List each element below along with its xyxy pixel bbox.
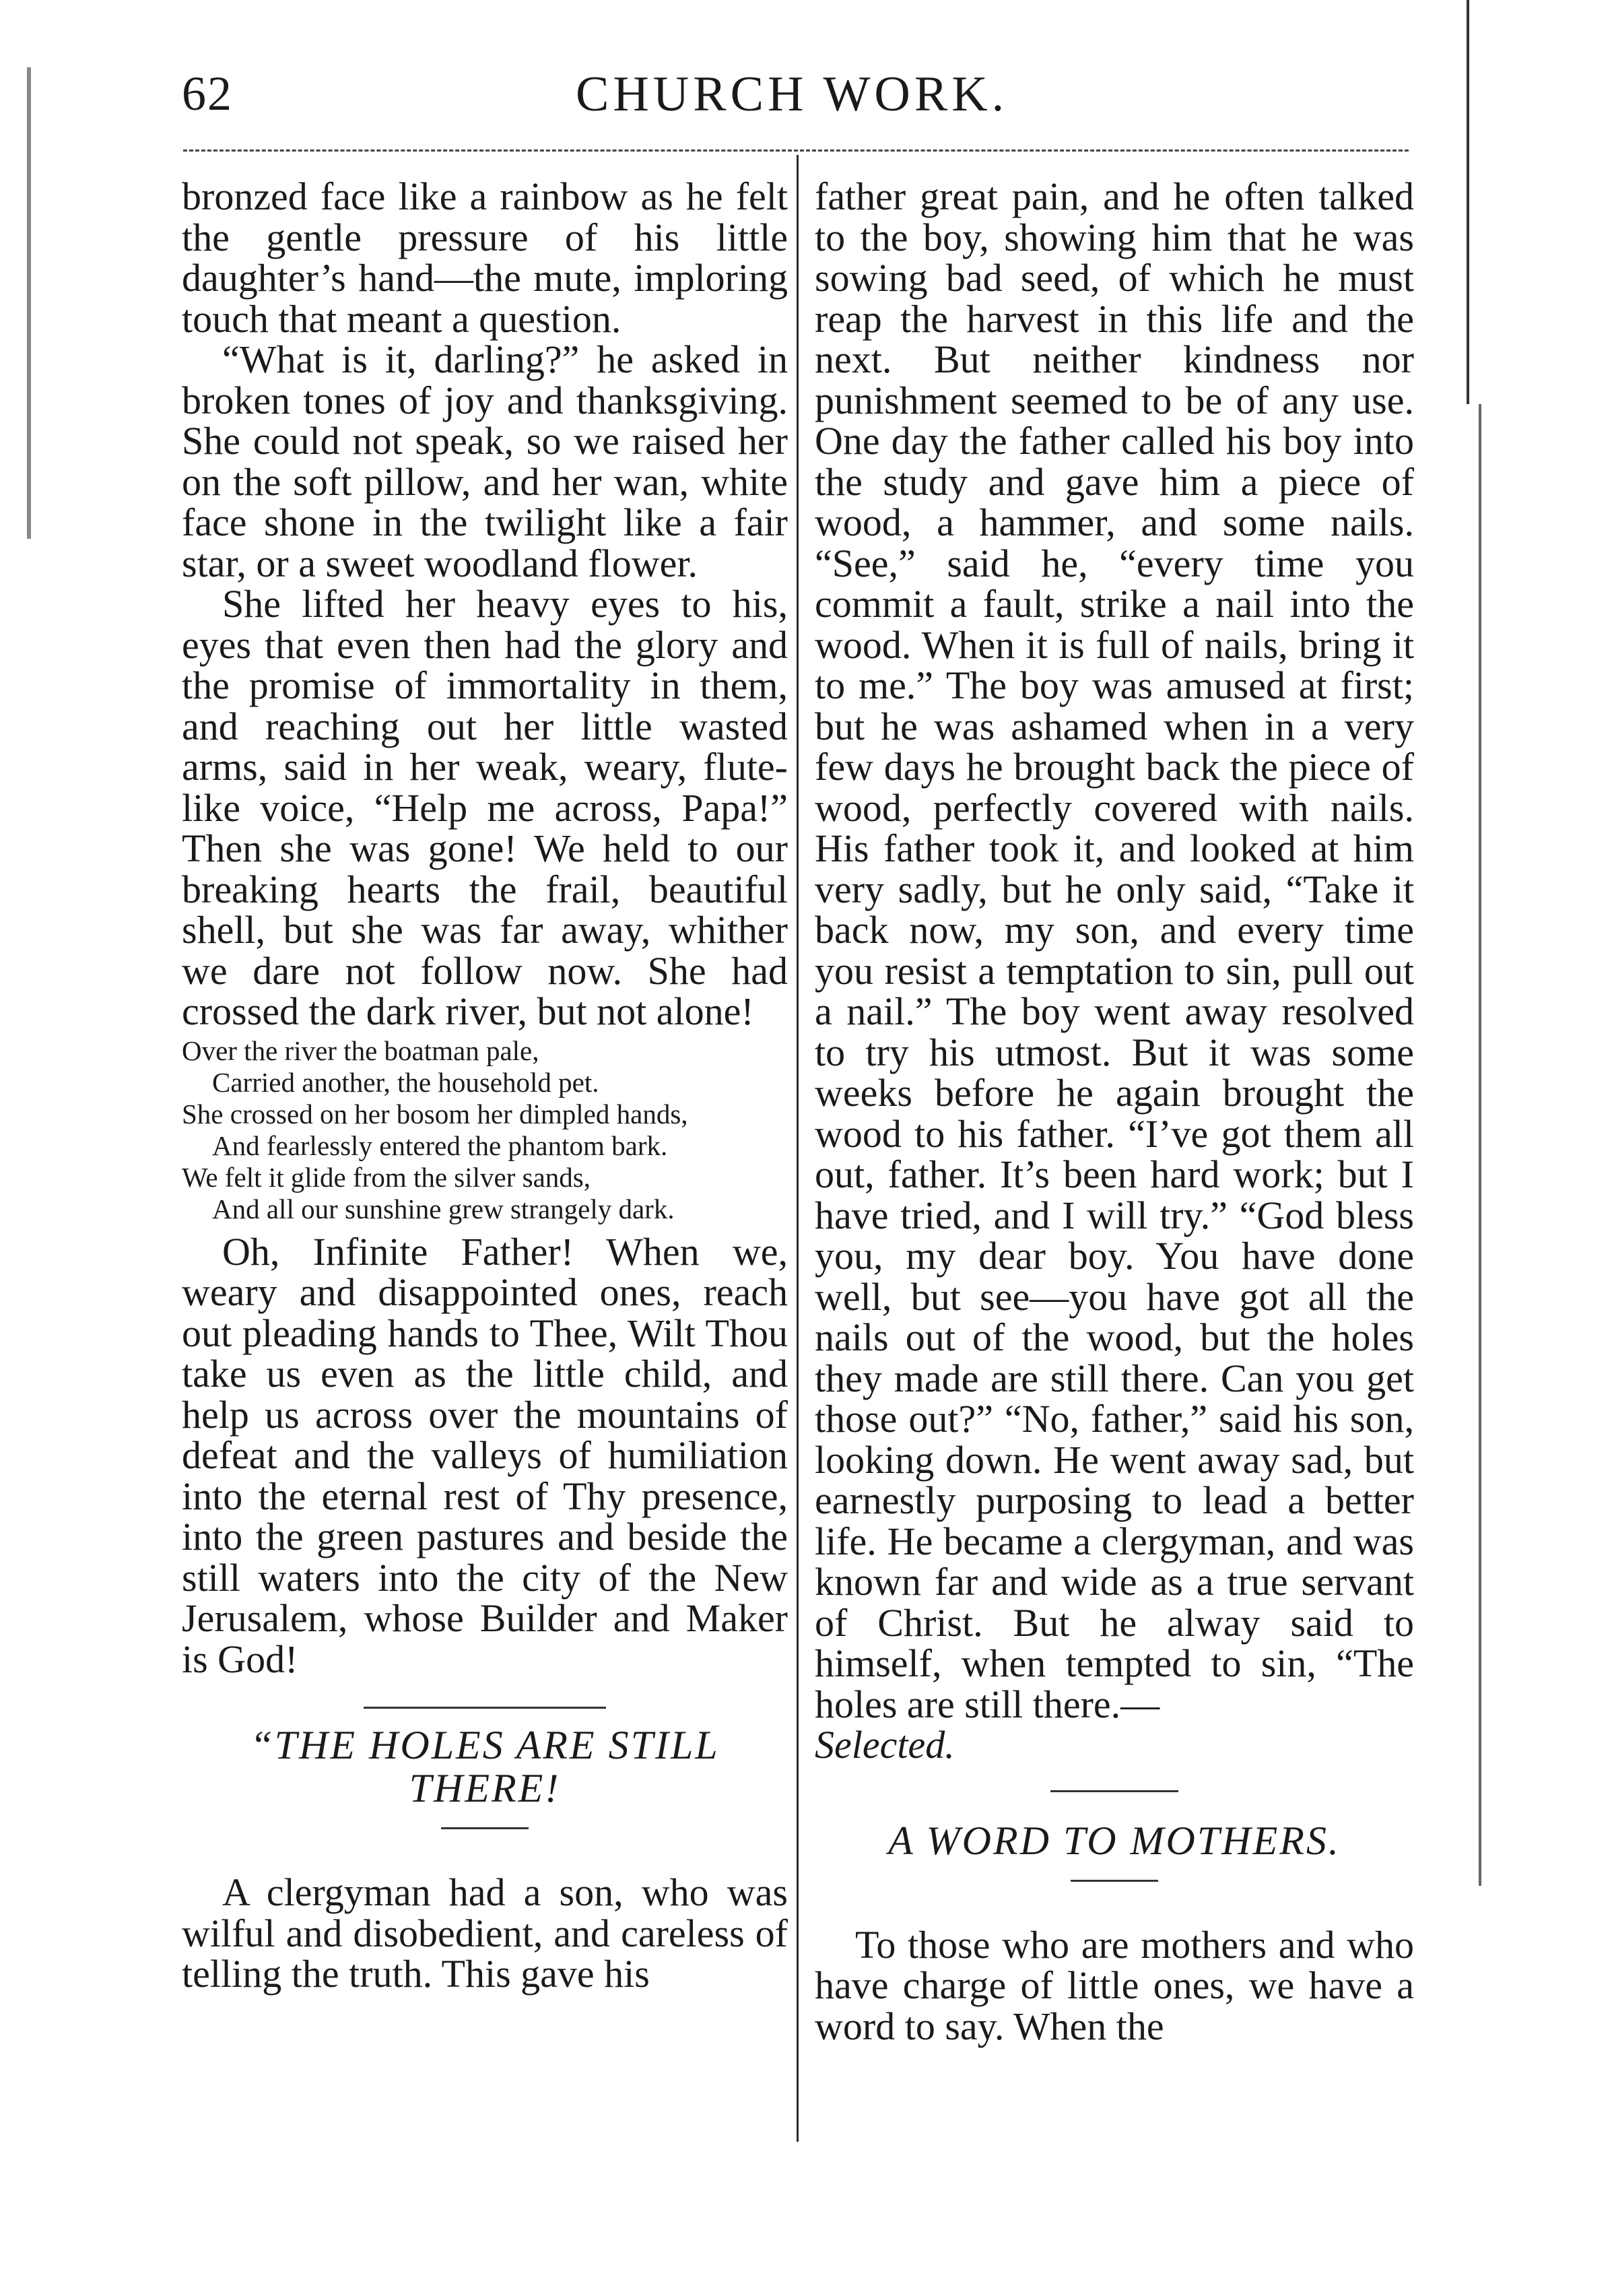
poem-line: And fearlessly entered the phantom bark. xyxy=(212,1129,668,1161)
paragraph: To those who are mothers and who have charge of little ones, we have a word to say. When the xyxy=(815,1922,1414,2048)
right-column xyxy=(815,176,1414,2047)
paragraph: Oh, Infinite Father! When we, weary and disappointed ones, reach out pleading hands to Thee, Wilt Thou take us even as the little child, and help us across over the mountains of defeat and the valleys of humiliation into the eternal rest of Thy presence, into the green pastures and beside the still waters into the city of the New Jerusalem, whose Builder and Maker is God! xyxy=(182,1229,788,1681)
poem-stanza xyxy=(182,1035,788,1225)
binding-edge-mark xyxy=(1467,0,1469,404)
poem-line: She crossed on her bosom her dimpled hands, xyxy=(182,1098,688,1129)
binding-edge-mark xyxy=(1479,404,1481,1886)
running-head: CHURCH WORK. xyxy=(576,67,1009,122)
paragraph: father great pain, and he often talked to the boy, showing him that he was sowing bad seed, of which he must reap the harvest in this life and the next. But neither kindness nor punishment seemed to be of any use. One day the father called his boy into the study and gave him a piece of wood, a hammer, and some nails. “See,” said he, “every time you commit a fault, strike a nail into the wood. When it is full of nails, bring it to me.” The boy was amused at first; but he was ashamed when in a very few days he brought back the piece of wood, perfectly covered with nails. His father took it, and looked at him very sadly, but he only said, “Take it back now, my son, and every time you resist a temptation to sin, pull out a nail.” The boy went away resolved to try his utmost. But it was some weeks before he again brought the wood to his father. “I’ve got them all out, father. It’s been hard work; but I have tried, and I will try.” “God bless you, my dear boy. You have done well, but see—you have got all the nails out of the wood, but the holes they made are still there. Can you get those out?” “No, father,” said his son, looking down. He went away sad, but earnestly purposing to lead a better life. He became a clergyman, and was known far and wide as a true servant of Christ. But he alway said to himself, when tempted to sin, “The holes are still there.— xyxy=(815,174,1414,1726)
poem-line: We felt it glide from the silver sands, xyxy=(182,1161,591,1193)
header-rule xyxy=(183,150,1409,152)
section-heading: A WORD TO MOTHERS. xyxy=(888,1818,1341,1863)
left-edge-mark xyxy=(27,67,31,539)
paragraph: “What is it, darling?” he asked in broken tones of joy and thanksgiving. She could not speak, so we raised her on the soft pillow, and her wan, white face shone in the twilight like a fair star, or a sweet woodland flower. xyxy=(182,337,788,585)
section-rule xyxy=(364,1707,606,1709)
paragraph: A clergyman had a son, who was wilful and disobedient, and careless of telling the truth. This gave his xyxy=(182,1870,788,1996)
poem-line: Over the river the boatman pale, xyxy=(182,1035,539,1066)
column-divider xyxy=(797,155,799,2142)
paragraph: She lifted her heavy eyes to his, eyes that even then had the glory and the promise of immortality in them, and reaching out her little wasted arms, said in her weak, weary, flute-like voice, “Help me across, Papa!” Then she was gone! We held to our breaking hearts the frail, beautiful shell, but she was far away, whither we dare not follow now. She had crossed the dark river, but not alone! xyxy=(182,582,788,1033)
section-rule xyxy=(1050,1790,1178,1792)
paragraph: bronzed face like a rainbow as he felt the gentle pressure of his little daughter’s hand—the mute, imploring touch that meant a question. xyxy=(182,174,788,341)
left-column xyxy=(182,176,788,1995)
poem-line: And all our sunshine grew strangely dark. xyxy=(212,1193,675,1224)
section-heading: “THE HOLES ARE STILL THERE! xyxy=(250,1723,720,1810)
page-number: 62 xyxy=(182,67,233,121)
heading-rule xyxy=(441,1827,529,1829)
poem-line: Carried another, the household pet. xyxy=(212,1066,599,1098)
heading-rule xyxy=(1071,1880,1158,1882)
signoff: Selected. xyxy=(815,1723,955,1767)
